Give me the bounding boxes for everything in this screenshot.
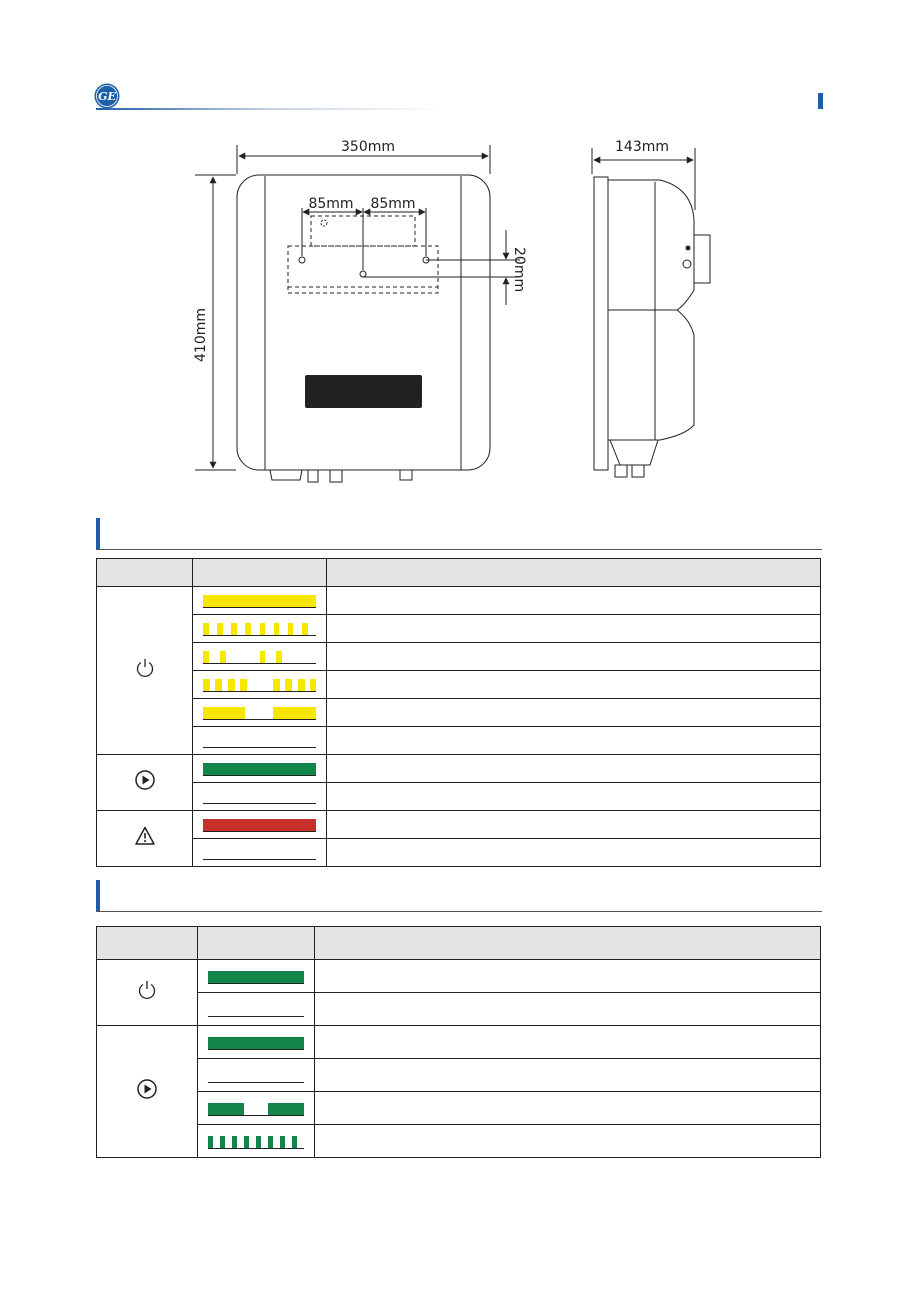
status-pattern-cell [198, 1092, 315, 1125]
status-pattern-cell [198, 993, 315, 1026]
led-pattern-segment [302, 623, 308, 635]
led-pattern-segment [208, 1103, 244, 1115]
led-pattern-segment [310, 679, 316, 691]
table-row [97, 1125, 821, 1158]
play-icon [136, 1078, 158, 1105]
table-row [97, 811, 821, 839]
status-pattern-cell [193, 811, 327, 839]
dimension-drawing [180, 130, 740, 490]
led-pattern-segment [208, 1037, 304, 1049]
table-row [97, 839, 821, 867]
table-row [97, 993, 821, 1026]
hole-right-dimension-label: 85mm [370, 196, 416, 212]
led-pattern-segment [288, 623, 294, 635]
description-cell [315, 993, 821, 1026]
table-row [97, 699, 821, 727]
led-pattern-segment [244, 1136, 249, 1148]
led-pattern-segment [273, 679, 280, 691]
table-row [97, 1059, 821, 1092]
led-pattern-segment [280, 1136, 285, 1148]
status-pattern-cell [193, 615, 327, 643]
led-pattern-solid [208, 1035, 304, 1050]
header-cell-status [198, 927, 315, 960]
led-pattern-segment [256, 1136, 261, 1148]
description-cell [327, 811, 821, 839]
table-row [97, 783, 821, 811]
led-pattern-off [208, 1002, 304, 1017]
indicator-cell [97, 587, 193, 755]
header-cell-status [193, 559, 327, 587]
led-pattern-off [203, 789, 316, 804]
led-pattern-segment [245, 623, 251, 635]
table-row [97, 643, 821, 671]
led-pattern-segment [203, 819, 316, 831]
table-header-row [97, 927, 821, 960]
led-pattern-segment [203, 763, 316, 775]
status-pattern-cell [193, 755, 327, 783]
led-pattern-segment [208, 971, 304, 983]
table-row [97, 960, 821, 993]
led-pattern-segment [217, 623, 223, 635]
table-2-body [97, 960, 821, 1158]
section-2-marker [96, 880, 100, 911]
description-cell [315, 1026, 821, 1059]
led-pattern-off [203, 733, 316, 748]
led-pattern-solid [208, 969, 304, 984]
hole-vertical-dimension-label: 20mm [511, 247, 527, 293]
header-cell-description [327, 559, 821, 587]
description-cell [327, 783, 821, 811]
power-icon [136, 979, 158, 1006]
status-pattern-cell [193, 587, 327, 615]
header-cell-description [315, 927, 821, 960]
led-pattern-segment [220, 1136, 225, 1148]
inverter-display-window [305, 375, 422, 408]
led-pattern-segment [215, 679, 222, 691]
status-pattern-cell [193, 643, 327, 671]
led-pattern-segment [203, 679, 210, 691]
led-table-2 [96, 926, 821, 1158]
section-1-marker [96, 518, 100, 549]
led-pattern-off [203, 845, 316, 860]
led-pattern-solid [203, 817, 316, 832]
led-pattern-solid [203, 593, 316, 608]
description-cell [315, 1092, 821, 1125]
status-pattern-cell [198, 1125, 315, 1158]
led-pattern-segment [268, 1103, 304, 1115]
description-cell [327, 699, 821, 727]
table-row [97, 727, 821, 755]
led-pattern-dashes-8 [203, 621, 316, 636]
led-pattern-quad-quad [203, 677, 316, 692]
led-pattern-segment [276, 651, 282, 663]
description-cell [327, 671, 821, 699]
led-pattern-segment [231, 623, 237, 635]
section-1-rule [96, 549, 822, 550]
table-row [97, 1026, 821, 1059]
svg-text:GE: GE [98, 90, 116, 103]
led-pattern-segment [203, 651, 209, 663]
header-page-marker [818, 93, 823, 109]
led-pattern-segment [208, 1136, 213, 1148]
inverter-side-body [594, 177, 608, 470]
status-pattern-cell [198, 960, 315, 993]
status-pattern-cell [193, 783, 327, 811]
header-cell-indicator [97, 559, 193, 587]
description-cell [327, 587, 821, 615]
led-pattern-segment [285, 679, 292, 691]
led-pattern-segment [292, 1136, 297, 1148]
indicator-cell [97, 1026, 198, 1158]
description-cell [315, 960, 821, 993]
indicator-cell [97, 811, 193, 867]
led-pattern-segment [220, 651, 226, 663]
led-pattern-long-long [208, 1101, 304, 1116]
table-row [97, 587, 821, 615]
led-pattern-segment [203, 707, 245, 719]
description-cell [327, 643, 821, 671]
status-pattern-cell [193, 727, 327, 755]
indicator-cell [97, 755, 193, 811]
led-pattern-segment [260, 651, 266, 663]
status-pattern-cell [198, 1059, 315, 1092]
height-dimension-label: 410mm [193, 308, 209, 362]
led-pattern-segment [268, 1136, 273, 1148]
power-icon [134, 657, 156, 684]
led-pattern-segment [274, 623, 280, 635]
led-pattern-segment [240, 679, 247, 691]
table-1-body [97, 587, 821, 867]
description-cell [327, 839, 821, 867]
ge-logo-icon [94, 83, 120, 109]
led-pattern-pair-pair [203, 649, 316, 664]
led-pattern-segment [203, 595, 316, 607]
description-cell [327, 615, 821, 643]
led-pattern-dashes-8 [208, 1134, 304, 1149]
led-pattern-segment [298, 679, 305, 691]
table-row [97, 1092, 821, 1125]
led-pattern-segment [260, 623, 266, 635]
table-row [97, 755, 821, 783]
section-2-rule [96, 911, 822, 912]
description-cell [327, 727, 821, 755]
led-pattern-off [208, 1068, 304, 1083]
led-pattern-segment [273, 707, 316, 719]
led-table-1 [96, 558, 821, 867]
led-pattern-long-long [203, 705, 316, 720]
description-cell [315, 1059, 821, 1092]
hole-left-dimension-label: 85mm [308, 196, 354, 212]
depth-dimension-label: 143mm [615, 139, 669, 155]
play-icon [134, 769, 156, 796]
header-rule [96, 108, 446, 110]
status-pattern-cell [193, 839, 327, 867]
led-pattern-segment [232, 1136, 237, 1148]
status-pattern-cell [193, 699, 327, 727]
description-cell [315, 1125, 821, 1158]
led-pattern-solid [203, 761, 316, 776]
led-pattern-segment [228, 679, 235, 691]
table-header-row [97, 559, 821, 587]
header-cell-indicator [97, 927, 198, 960]
table-row [97, 671, 821, 699]
status-pattern-cell [193, 671, 327, 699]
warning-icon [134, 825, 156, 852]
led-pattern-segment [203, 623, 209, 635]
width-dimension-label: 350mm [341, 139, 395, 155]
table-row [97, 615, 821, 643]
indicator-cell [97, 960, 198, 1026]
status-pattern-cell [198, 1026, 315, 1059]
description-cell [327, 755, 821, 783]
